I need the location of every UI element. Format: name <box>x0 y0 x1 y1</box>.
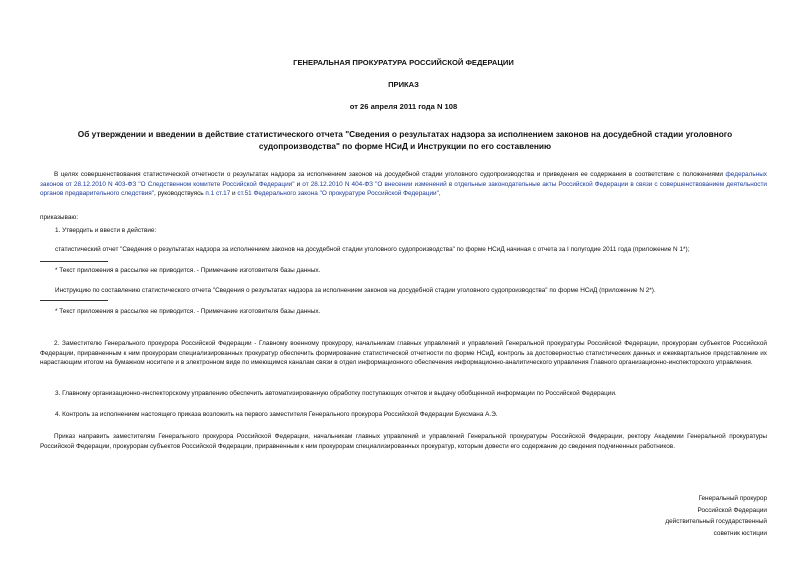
prosecution-law-link[interactable]: ст.51 Федерального закона "О прокуратуре Российской Федерации" <box>237 190 439 198</box>
date-number-heading: от 26 апреля 2011 года N 108 <box>349 102 458 111</box>
signature-line-1: Генеральный прокурор <box>698 495 767 502</box>
item-3: 3. Главному организационно-инспекторскому управлению обеспечить автоматизированную обработку поступающих отчетов и выдачу обобщенной информации по Российской Федерации. <box>55 390 617 397</box>
order-word: приказываю: <box>40 214 78 221</box>
organization-heading: ГЕНЕРАЛЬНАЯ ПРОКУРАТУРА РОССИЙСКОЙ ФЕДЕРАЦИИ <box>293 58 514 67</box>
footnote-divider <box>40 300 108 301</box>
footnote-divider <box>40 261 108 262</box>
preamble-text-5: , <box>438 190 441 198</box>
federal-law-403-link[interactable]: федеральных законов от 28.12.2010 N 403-ФЗ "О Следственном комитете Российской Федерации" <box>40 171 767 188</box>
article-17-link[interactable]: п.1 ст.17 <box>205 190 231 198</box>
report-approval-text: статистический отчет "Сведения о результатах надзора за исполнением законов на досудебной стадии уголовного судопроизводства" по форме НСиД начиная с отчета за I полугодие 2011 года (приложение N 1*); <box>55 246 690 253</box>
footnote-2: * Текст приложения в рассылке не приводится. - Примечание изготовителя базы данных. <box>55 308 321 315</box>
instruction-approval-text: Инструкцию по составлению статистического отчета "Сведения о результатах надзора за исполнением законов на досудебной стадии уголовного судопроизводства" по форме НСиД (приложение N 2*). <box>55 287 656 294</box>
preamble-text-1: В целях совершенствования статистической отчетности о результатах надзора за исполнением законов на досудебной стадии уголовного судопроизводства и приведения ее содержания в соответствие с положениями <box>54 171 726 178</box>
item-4: 4. Контроль за исполнением настоящего приказа возложить на первого заместителя Генерального прокурора Российской Федерации Буксмана А.Э. <box>55 411 498 418</box>
preamble-text-2: и <box>294 180 303 188</box>
footnote-1: * Текст приложения в рассылке не приводится. - Примечание изготовителя базы данных. <box>55 267 321 274</box>
signature-line-4: советник юстиции <box>713 529 767 537</box>
federal-law-404-link[interactable]: от 28.12.2010 N 404-ФЗ "О внесении изменений в отдельные законодательные акты Российской Федерации в связи с совершенствованием деятельности органов предварительного следствия" <box>40 180 767 198</box>
item-1: 1. Утвердить и ввести в действие: <box>55 227 157 234</box>
document-title: Об утверждении и введении в действие статистического отчета "Сведения о результатах надзора за исполнением законов на досудебной стадии уголовного судопроизводства" по форме НСиД и Инструкции по его составлению <box>77 129 733 151</box>
preamble-paragraph <box>40 170 767 199</box>
item-2: 2. Заместителю Генерального прокурора Российской Федерации - Главному военному прокурору, начальникам главных управлений и управлений Генеральной прокуратуры Российской Федерации, прокурорам субъектов Российской Федерации, приравненным к ним прокурорам специализированных прокуратур обеспечить формирование статистической отчетности по форме НСиД, контроль за достоверностью статистических данных и ежеквартальное представление их нарастающим итогом на бумажном носителе и в электронном виде по имеющимся каналам связи в отдел информационного обеспечения информационно-аналитического управления Главного организационно-инспекторского управления. <box>40 340 767 367</box>
distribution-paragraph: Приказ направить заместителям Генерального прокурора Российской Федерации, начальникам главных управлений и управлений Генеральной прокуратуры Российской Федерации, ректору Академии Генеральной прокуратуры Российской Федерации, прокурорам субъектов Российской Федерации, приравненным к ним прокурорам специализированных прокуратур, которым довести его содержание до сведения подчиненных работников. <box>40 433 767 450</box>
document-type-heading: ПРИКАЗ <box>388 80 419 89</box>
preamble-text-3: , руководствуясь <box>154 190 206 198</box>
signature-block <box>665 493 767 539</box>
signature-line-3: действительный государственный <box>665 518 767 525</box>
signature-line-2: Российской Федерации <box>697 506 767 514</box>
preamble-text-4: и <box>230 190 238 198</box>
